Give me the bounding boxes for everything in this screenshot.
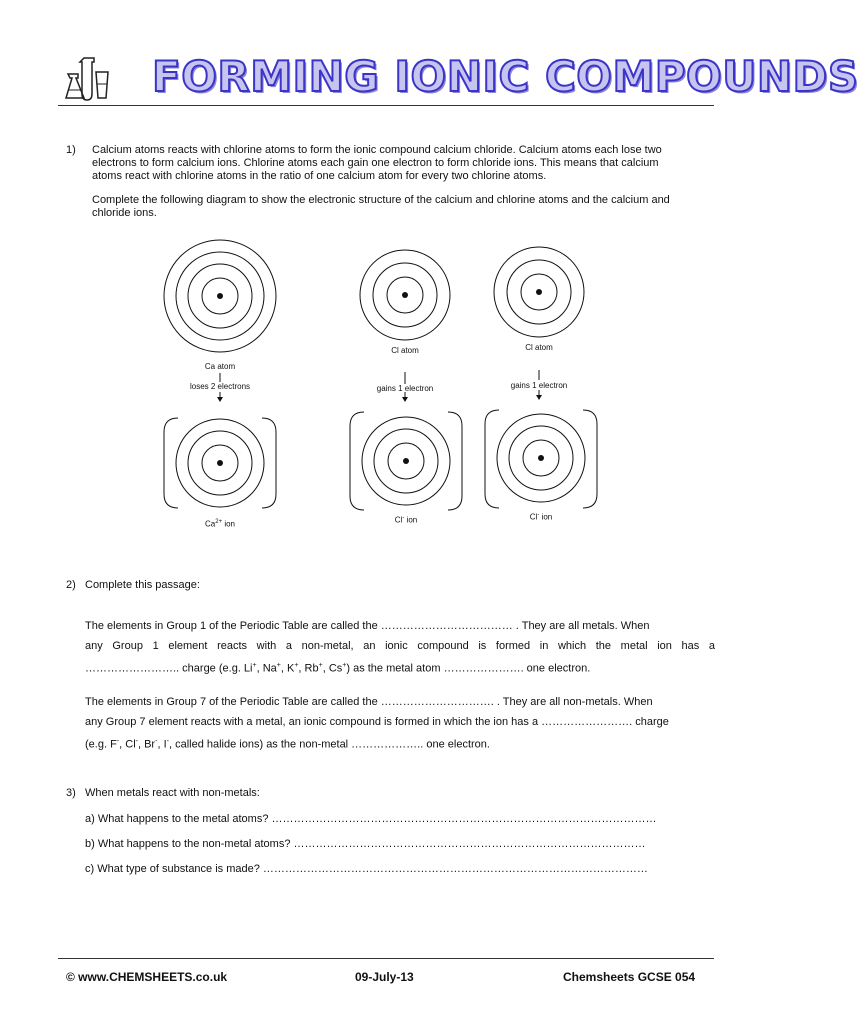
q3-intro: When metals react with non-metals: bbox=[85, 787, 260, 799]
q1-paragraph-2 bbox=[92, 194, 722, 220]
arrow-cl-2-label: gains 1 electron bbox=[510, 381, 568, 390]
lab-glassware-icon bbox=[64, 54, 112, 102]
q1-para1-line3: atoms react with chlorine atoms in the ratio of one calcium atom for every two chlorine atoms. bbox=[92, 170, 547, 182]
footer-website: © www.CHEMSHEETS.co.uk bbox=[66, 970, 228, 984]
ca-atom-label: Ca atom bbox=[204, 362, 236, 371]
cl-atom-1-shells bbox=[360, 250, 450, 340]
q1-para2-line2: chloride ions. bbox=[92, 207, 157, 219]
g1-line3: …………………….. charge (e.g. Li+, Na+, K+, Rb+, Cs+) as the metal atom …………………. one electron. bbox=[85, 662, 591, 675]
g1-line1: The elements in Group 1 of the Periodic Table are called the ……………………………… . They are all metals. When bbox=[85, 620, 650, 632]
cl-atom-1-label: Cl atom bbox=[391, 346, 419, 355]
q1-paragraph-1 bbox=[92, 144, 722, 183]
q3-number: 3) bbox=[66, 787, 76, 799]
cl-atom-2-label: Cl atom bbox=[525, 343, 553, 352]
arrow-cl-1-label: gains 1 electron bbox=[376, 384, 434, 393]
cl-atom-2-shells bbox=[494, 247, 584, 337]
q3-part-a: a) What happens to the metal atoms? …………………………………………………………………………………………… bbox=[85, 813, 657, 825]
q2-group7-paragraph bbox=[85, 692, 715, 755]
cl-ion-2-label: Cl- ion bbox=[529, 512, 553, 522]
footer-divider bbox=[58, 958, 714, 959]
q2-number: 2) bbox=[66, 579, 76, 591]
g7-line1: The elements in Group 7 of the Periodic Table are called the …………………………. . They are all non-metals. When bbox=[85, 696, 653, 708]
q1-para1-line2: electrons to form calcium ions. Chlorine atoms each gain one electron to form chloride ions. This means that calcium bbox=[92, 157, 659, 169]
ca-ion-shells bbox=[164, 418, 276, 508]
q3-part-b: b) What happens to the non-metal atoms? …………………………………………………………………………………… bbox=[85, 838, 646, 850]
cl-ion-1-shells bbox=[350, 412, 462, 510]
q1-number: 1) bbox=[66, 144, 76, 156]
page-title: FORMING IONIC COMPOUNDS bbox=[152, 52, 859, 101]
g7-line3: (e.g. F-, Cl-, Br-, I-, called halide ions) as the non-metal ……………….. one electron. bbox=[85, 738, 490, 751]
footer-date: 09-July-13 bbox=[355, 970, 414, 984]
q2-intro: Complete this passage: bbox=[85, 579, 200, 591]
g7-line2: any Group 7 element reacts with a metal, an ionic compound is formed in which the ion has a ……………………. charge bbox=[85, 716, 669, 728]
q2-group1-paragraph bbox=[85, 616, 715, 679]
q1-para1-line1: Calcium atoms reacts with chlorine atoms to form the ionic compound calcium chloride. Calcium atoms each lose two bbox=[92, 144, 662, 156]
cl-ion-2-shells bbox=[485, 410, 597, 508]
ca-atom-shells bbox=[164, 240, 276, 352]
g1-line2: any Group 1 element reacts with a non-metal, an ionic compound is formed in which the metal ion has a bbox=[85, 640, 715, 652]
cl-ion-1-label: Cl- ion bbox=[394, 515, 418, 525]
q3-part-c: c) What type of substance is made? …………………………………………………………………………………………… bbox=[85, 863, 648, 875]
footer-sheet-id: Chemsheets GCSE 054 bbox=[563, 970, 696, 984]
q1-para2-line1: Complete the following diagram to show the electronic structure of the calcium and chlorine atoms and the calcium and bbox=[92, 194, 670, 206]
arrow-ca-label: loses 2 electrons bbox=[189, 382, 251, 391]
header-divider bbox=[58, 105, 714, 106]
ca-ion-label: $Ca^{2+}$ ion bbox=[205, 519, 235, 529]
